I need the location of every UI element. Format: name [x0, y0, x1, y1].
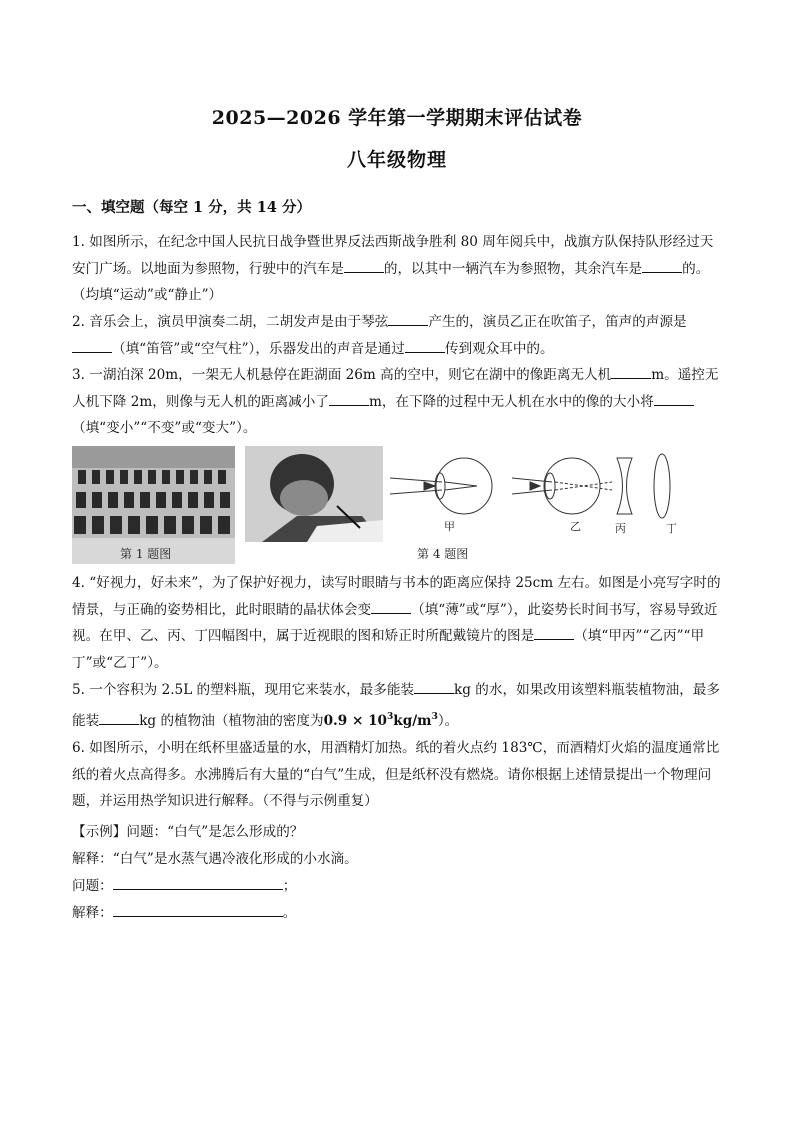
question-4: [72, 570, 722, 676]
q2-blank-2[interactable]: [72, 338, 112, 353]
q3-text-d: （填“变小”“不变”或“变大”）。: [72, 420, 257, 437]
q4-blank-2[interactable]: [534, 625, 574, 640]
label-yi: 乙: [570, 520, 581, 533]
answer-input-line[interactable]: [113, 902, 283, 917]
question-label: 问题：: [72, 878, 113, 894]
q1-text-c: 的。（均填“运动”或“静止”）: [72, 260, 710, 304]
q1-blank-2[interactable]: [642, 258, 682, 273]
answer-line: 解释： 。: [72, 901, 296, 921]
question-line: 问题： ；: [72, 874, 296, 894]
exam-title: 2025—2026 学年第一学期期末评估试卷: [211, 107, 583, 129]
q5-blank-2[interactable]: [99, 710, 139, 725]
q4-text-c: （填“甲丙”“乙丙”“甲丁”或“乙丁”）。: [72, 628, 705, 671]
q2-text-a: 2. 音乐会上，演员甲演奏二胡，二胡发声是由于琴弦: [72, 314, 389, 330]
section-heading: 一、填空题（每空 1 分，共 14 分）: [72, 199, 311, 216]
label-ding: 丁: [666, 522, 677, 535]
q3-text-a: 3. 一湖泊深 20m，一架无人机悬停在距湖面 26m 高的空中，则它在湖中的像距离无人机: [72, 367, 612, 383]
fig4-caption: 第 4 题图: [417, 547, 469, 561]
q2-text-c: （填“笛管”或“空气柱”），乐器发出的声音是通过: [112, 340, 405, 357]
q6-text: 6. 如图所示，小明在纸杯里盛适量的水，用酒精灯加热。纸的着火点约 183℃，而酒精灯火焰的温度通常比纸的着火点高得多。水沸腾后有大量的“白气”生成，但是纸杯没有燃烧。请你根据上述情景提出一个物理问题，并运用热学知识进行解释。（不得与示例重复）: [72, 740, 720, 810]
q1-blank-1[interactable]: [344, 258, 384, 273]
q2-text-b: 产生的，演员乙正在吹笛子，笛声的声源是: [428, 314, 687, 330]
exam-subtitle: 八年级物理: [346, 149, 447, 171]
question-2: [72, 309, 722, 362]
answer-label: 解释：: [72, 905, 113, 921]
q3-text-c: m，在下降的过程中无人机在水中的像的大小将: [368, 393, 654, 410]
question-figures: [72, 446, 682, 564]
q3-blank-2[interactable]: [329, 391, 369, 406]
q2-text-d: 传到观众耳中的。: [444, 340, 554, 357]
q3-blank-1[interactable]: [611, 364, 651, 379]
example-answer: 解释：“白气”是水蒸气遇冷液化形成的小水滴。: [72, 851, 358, 867]
question-5: [72, 677, 722, 734]
q2-blank-3[interactable]: [405, 338, 445, 353]
example-question: 【示例】问题：“白气”是怎么形成的？: [72, 824, 304, 840]
q4-text-b: （填“薄”或“厚”），此姿势长时间书写，容易导致近视。在甲、乙、丙、丁四幅图中，属于近视眼的图和矫正时所配戴镜片的图是: [72, 601, 718, 645]
label-jia: 甲: [444, 520, 455, 533]
q5-text-a: 5. 一个容积为 2.5L 的塑料瓶，现用它来装水，最多能装: [72, 682, 415, 698]
density-value: $0.9 \times 10^3kg/m^3$: [323, 711, 438, 729]
question-6: [72, 735, 722, 815]
q3-blank-3[interactable]: [654, 391, 694, 406]
q5-text-c: kg 的植物油（植物油的密度为: [139, 712, 324, 729]
q1-text-a: 1. 如图所示，在纪念中国人民抗日战争暨世界反法西斯战争胜利 80 周年阅兵中，战旗方队保持队形经过天安门广场。以地面为参照物，行驶中的汽车是: [72, 234, 714, 277]
q4-blank-1[interactable]: [371, 599, 411, 614]
label-bing: 丙: [615, 522, 626, 535]
question-3: [72, 362, 722, 442]
convex-lens: [654, 454, 670, 518]
q4-text-a: 4. “好视力，好未来”，为了保护好视力，读写时眼睛与书本的距离应保持 25cm 左右。如图是小亮写字时的情景，与正确的姿势相比，此时眼睛的晶状体会变: [72, 575, 721, 618]
fig1-caption: 第 1 题图: [120, 547, 172, 561]
q1-text-b: 的，以其中一辆汽车为参照物，其余汽车是: [383, 260, 643, 277]
eye-diagram-yi: [512, 458, 612, 514]
question-input-line[interactable]: [113, 875, 283, 890]
q5-text-b: kg 的水，如果改用该塑料瓶装植物油，最多能装: [72, 682, 720, 729]
q3-text-b: m。遥控无人机下降 2m，则像与无人机的距离减小了: [72, 367, 719, 410]
q2-blank-1[interactable]: [388, 311, 428, 326]
q5-blank-1[interactable]: [414, 679, 454, 694]
concave-lens: [617, 458, 632, 514]
question-1: [72, 229, 722, 309]
boy-writing-photo: [245, 446, 383, 542]
eye-diagram-jia: [390, 458, 492, 514]
q5-text-d: ）。: [437, 712, 459, 729]
